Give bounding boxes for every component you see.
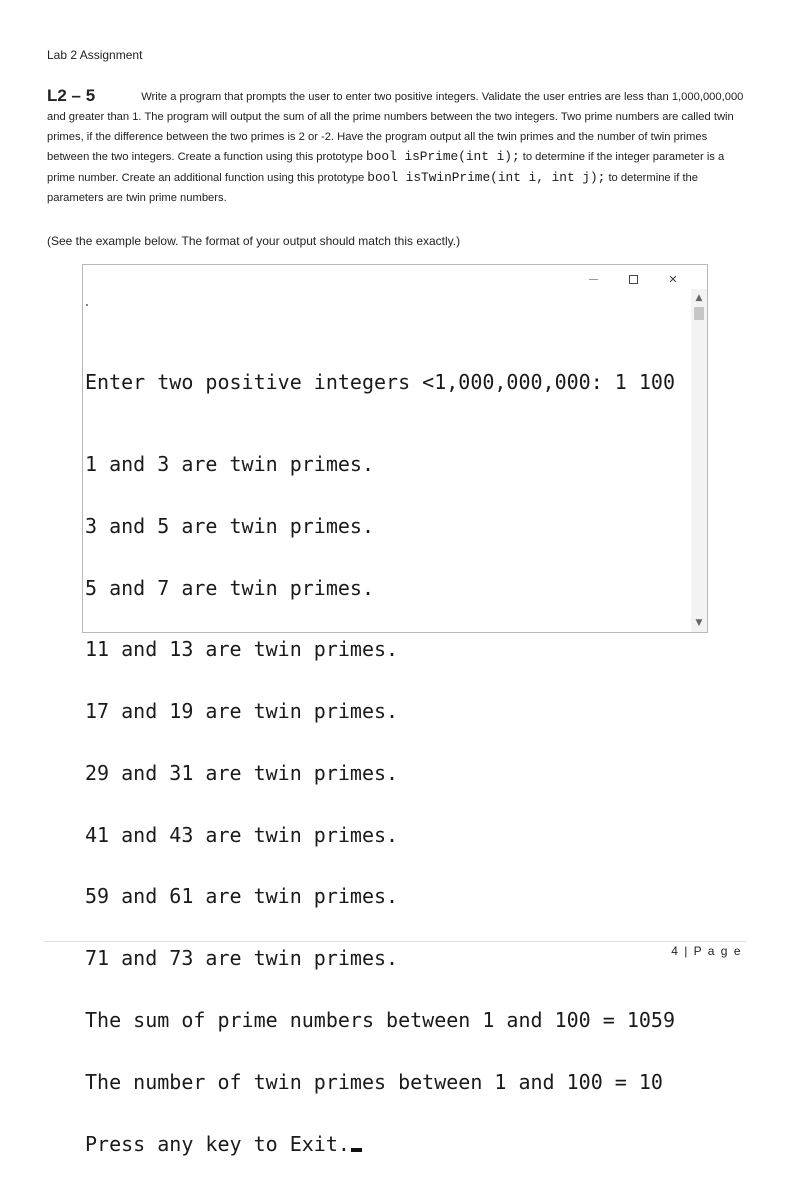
cursor-icon — [351, 1148, 362, 1152]
console-exit-line — [85, 1131, 675, 1156]
console-line: 5 and 7 are twin primes. — [85, 575, 374, 600]
maximize-icon — [629, 275, 638, 284]
exit-prompt-text: Press any key to Exit. — [85, 1131, 350, 1156]
document-header: Lab 2 Assignment — [47, 48, 143, 62]
console-line: 11 and 13 are twin primes. — [85, 637, 399, 662]
task-text-part-1: Write a program that prompts the user to enter two positive integers. Validate the user entries are less than 1,000,000,000 and greater than 1. The program will output the sum of all the prime numbers between the two integers. Two prime numbers are called twin primes, if the difference between the two primes is 2 or -2. Have the program output all the twin primes and the number of twin primes between the two integers. Create a function using this prototype — [47, 91, 744, 164]
istwinprime-prototype: bool isTwinPrime(int i, int j); — [367, 170, 606, 186]
task-text-part-2: to determine if the integer parameter is a prime number. Create an additional function using this prototype — [47, 151, 725, 185]
console-line: The sum of prime numbers between 1 and 100 = 1059 — [85, 1008, 676, 1032]
maximize-button — [613, 269, 653, 289]
minimize-button — [573, 269, 613, 289]
scroll-up-icon: ▲ — [695, 293, 703, 303]
console-prompt-line: Enter two positive integers <1,000,000,000: 1 100 — [85, 370, 676, 395]
footer-divider — [44, 941, 746, 942]
console-line: 71 and 73 are twin primes. — [85, 946, 399, 971]
console-line: 1 and 3 are twin primes. — [85, 451, 374, 476]
console-output — [85, 331, 675, 1195]
console-line: 3 and 5 are twin primes. — [85, 513, 374, 538]
task-description — [47, 86, 747, 209]
isprime-prototype: bool isPrime(int i); — [366, 149, 520, 165]
console-line: The number of twin primes between 1 and 100 = 10 — [85, 1069, 663, 1094]
example-note: (See the example below. The format of your output should match this exactly.) — [47, 234, 461, 248]
task-text-part-3: to determine if the parameters are twin prime numbers. — [47, 172, 699, 204]
console-line: 41 and 43 are twin primes. — [85, 822, 399, 847]
scroll-thumb — [694, 307, 704, 320]
console-line: 17 and 19 are twin primes. — [85, 699, 399, 724]
title-bar-dot — [86, 304, 88, 306]
minimize-icon — [589, 279, 598, 280]
close-button — [653, 269, 693, 289]
console-scrollbar — [691, 289, 707, 632]
scroll-down-icon: ▼ — [695, 618, 703, 628]
page-number: 4 | P a g e — [671, 944, 742, 958]
close-icon: ✕ — [668, 272, 678, 286]
console-line: 29 and 31 are twin primes. — [85, 760, 399, 785]
window-controls — [573, 269, 693, 289]
console-line: 59 and 61 are twin primes. — [85, 884, 399, 909]
task-id: L2 – 5 — [47, 86, 96, 105]
